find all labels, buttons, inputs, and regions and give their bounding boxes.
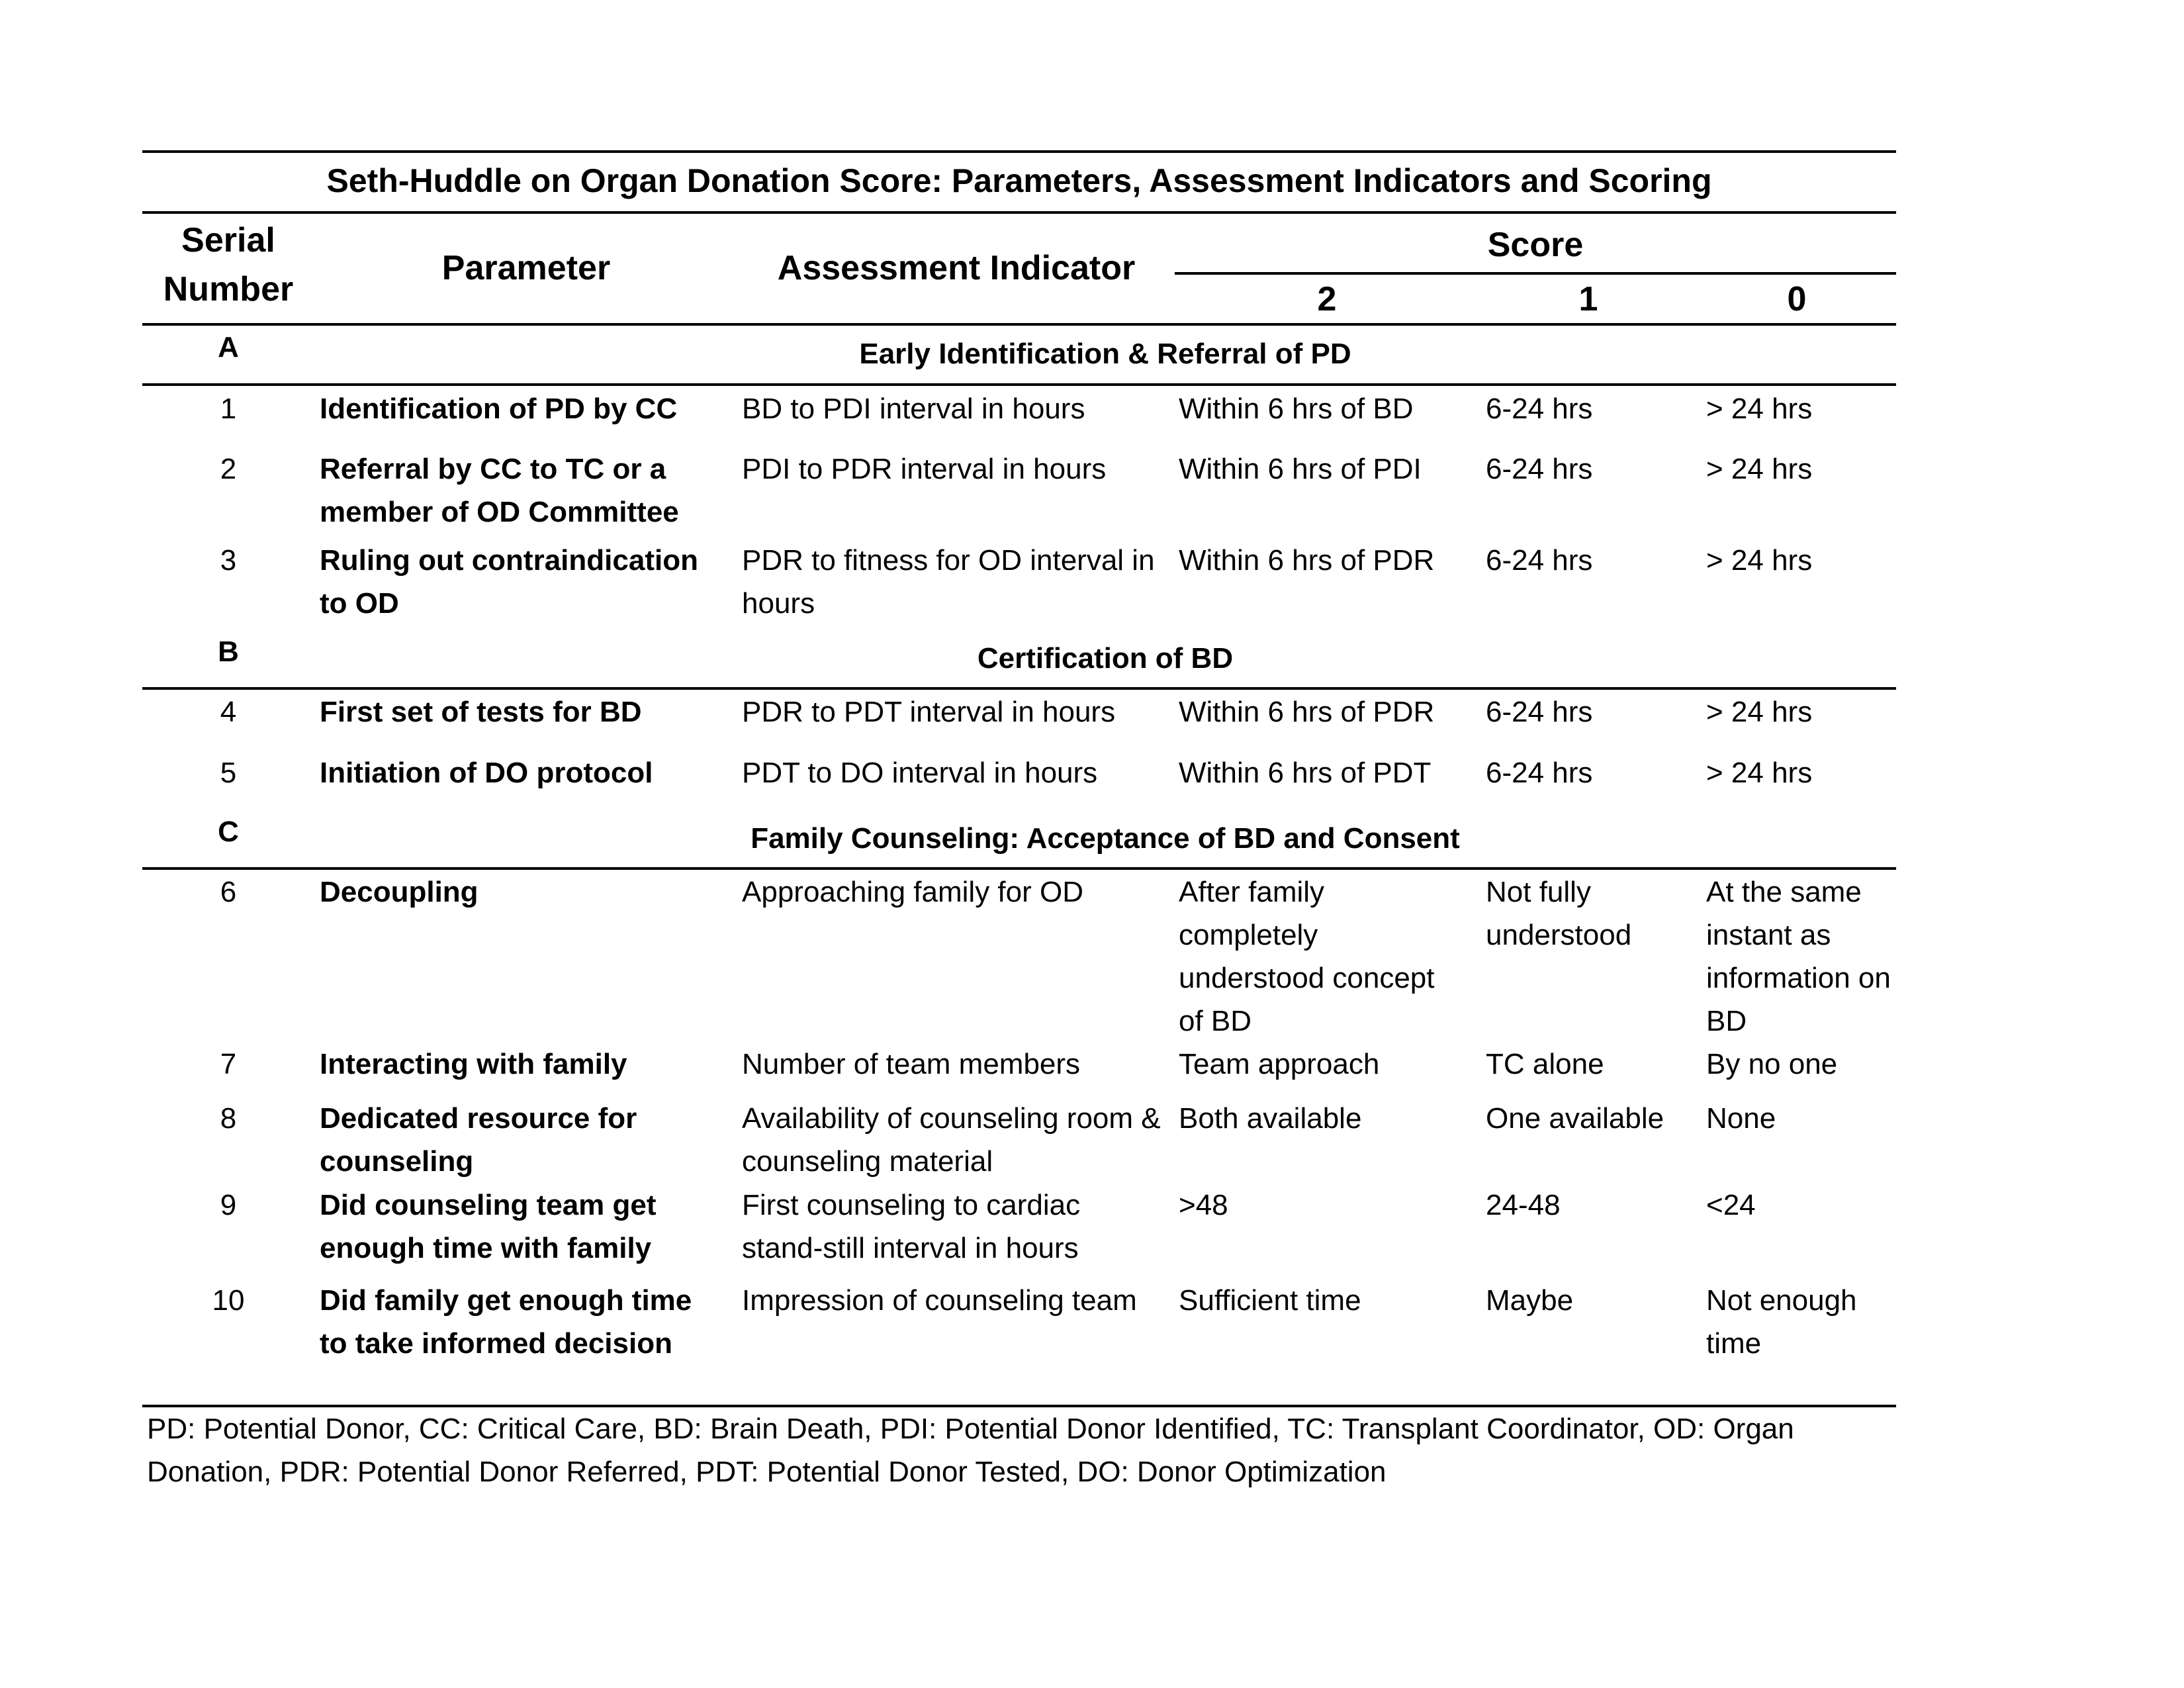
row-parameter: Decoupling [320,876,478,908]
row-score-1: 24-48 [1486,1189,1561,1221]
row-parameter: Ruling out contraindication to OD [320,544,698,620]
row-score-1: 6-24 hrs [1486,757,1593,789]
row-indicator: PDR to PDT interval in hours [742,696,1116,728]
header-score-2: 2 [1317,280,1337,318]
row-score-2: Within 6 hrs of BD [1179,393,1414,425]
rule-section-a [142,383,1896,386]
row-score-1: Maybe [1486,1284,1574,1317]
header-score-1: 1 [1578,280,1598,318]
section-b-letter: B [218,635,239,668]
row-indicator: Impression of counseling team [742,1284,1137,1317]
header-score: Score [1487,226,1584,264]
row-indicator: Availability of counseling room & counseling material [742,1102,1161,1178]
rule-below-title [142,211,1896,214]
row-number: 7 [220,1048,237,1080]
row-score-2: Within 6 hrs of PDI [1179,453,1422,485]
rule-section-b [142,687,1896,690]
row-score-2: After family completely understood concept of BD [1179,876,1435,1037]
row-score-0: None [1706,1102,1776,1135]
header-serial-line1: Serial [181,221,275,259]
row-parameter: Initiation of DO protocol [320,757,653,789]
row-parameter: Identification of PD by CC [320,393,678,425]
row-indicator: First counseling to cardiac stand-still interval in hours [742,1189,1081,1264]
table-title: Seth-Huddle on Organ Donation Score: Parameters, Assessment Indicators and Scoring [326,162,1712,199]
row-indicator: PDI to PDR interval in hours [742,453,1107,485]
row-score-2: Within 6 hrs of PDR [1179,696,1435,728]
row-number: 3 [220,544,237,577]
row-score-1: Not fully understood [1486,876,1632,951]
row-number: 6 [220,876,237,908]
header-serial-line2: Number [163,270,294,308]
row-score-2: Both available [1179,1102,1362,1135]
row-number: 1 [220,393,237,425]
row-score-0: Not enough time [1706,1284,1857,1360]
row-indicator: Approaching family for OD [742,876,1083,908]
row-score-1: One available [1486,1102,1664,1135]
row-parameter: Did counseling team get enough time with family [320,1189,657,1264]
row-score-0: > 24 hrs [1706,393,1813,425]
rule-section-c [142,867,1896,870]
row-number: 10 [212,1284,245,1317]
header-assessment-indicator: Assessment Indicator [777,249,1136,287]
row-indicator: Number of team members [742,1048,1081,1080]
row-score-2: >48 [1179,1189,1228,1221]
rule-top [142,150,1896,153]
row-indicator: PDR to fitness for OD interval in hours [742,544,1155,620]
row-score-2: Sufficient time [1179,1284,1361,1317]
row-score-2: Within 6 hrs of PDT [1179,757,1432,789]
row-parameter: First set of tests for BD [320,696,642,728]
row-number: 4 [220,696,237,728]
row-score-1: 6-24 hrs [1486,453,1593,485]
row-parameter: Dedicated resource for counseling [320,1102,637,1178]
row-score-0: > 24 hrs [1706,696,1813,728]
section-a-title: Early Identification & Referral of PD [859,338,1351,370]
row-number: 2 [220,453,237,485]
row-number: 5 [220,757,237,789]
header-parameter: Parameter [441,249,611,287]
row-indicator: BD to PDI interval in hours [742,393,1085,425]
row-parameter: Referral by CC to TC or a member of OD Committee [320,453,679,528]
row-score-2: Within 6 hrs of PDR [1179,544,1435,577]
row-parameter: Did family get enough time to take informed decision [320,1284,692,1360]
row-score-1: 6-24 hrs [1486,544,1593,577]
footnote: PD: Potential Donor, CC: Critical Care, BD: Brain Death, PDI: Potential Donor Identified, TC: Transplant Coordinator, OD: Organ Donation, PDR: Potential Donor Referred, PDT: Potential Donor Tested, DO: Donor Optimization [147,1413,1794,1488]
row-number: 9 [220,1189,237,1221]
row-score-0: <24 [1706,1189,1756,1221]
row-score-1: TC alone [1486,1048,1604,1080]
row-score-0: > 24 hrs [1706,757,1813,789]
row-score-0: > 24 hrs [1706,453,1813,485]
row-indicator: PDT to DO interval in hours [742,757,1098,789]
row-score-0: > 24 hrs [1706,544,1813,577]
row-score-1: 6-24 hrs [1486,696,1593,728]
row-score-1: 6-24 hrs [1486,393,1593,425]
row-score-2: Team approach [1179,1048,1380,1080]
row-parameter: Interacting with family [320,1048,627,1080]
section-c-letter: C [218,816,239,848]
section-b-title: Certification of BD [977,642,1234,675]
row-score-0: By no one [1706,1048,1838,1080]
row-number: 8 [220,1102,237,1135]
row-score-0: At the same instant as information on BD [1706,876,1891,1037]
section-a-letter: A [218,331,239,363]
header-score-0: 0 [1787,280,1807,318]
section-c-title: Family Counseling: Acceptance of BD and Consent [751,822,1460,855]
